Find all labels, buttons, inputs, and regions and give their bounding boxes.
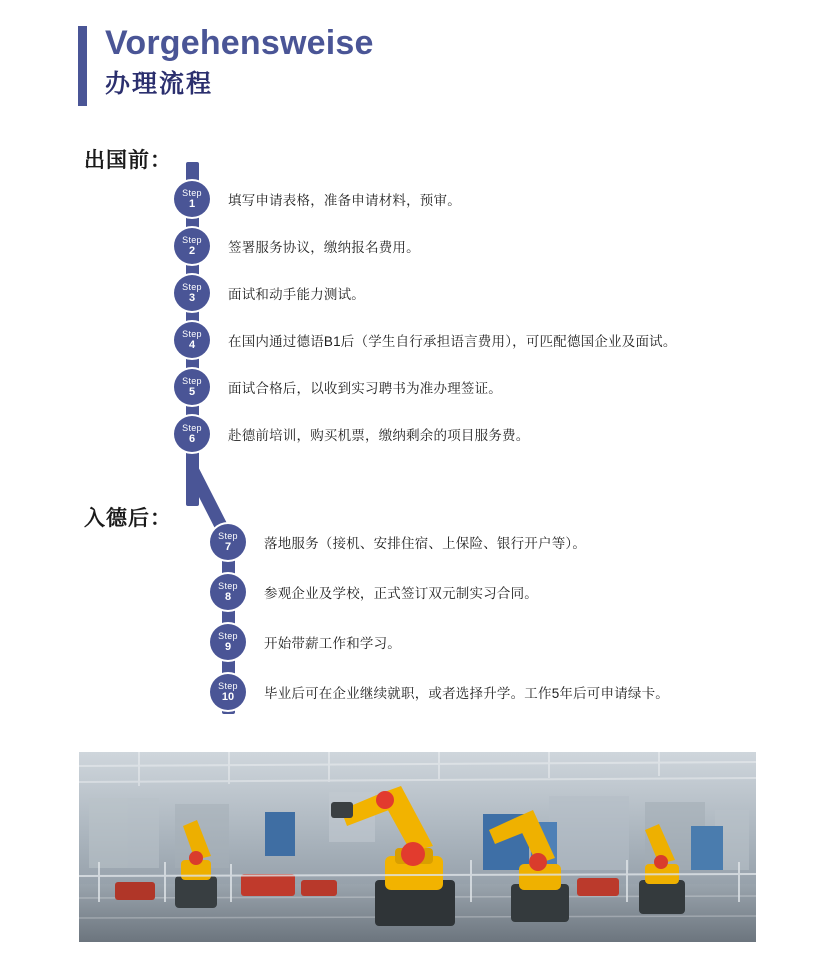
step-description: 签署服务协议，缴纳报名费用。 [228,240,420,255]
timeline-step [174,275,365,311]
step-description: 面试和动手能力测试。 [228,287,365,302]
step-badge-number: 2 [188,244,196,257]
step-description: 面试合格后，以收到实习聘书为准办理签证。 [228,381,502,396]
step-badge-label: Step [182,187,202,198]
header-accent-bar [78,26,87,106]
step-description: 开始带薪工作和学习。 [264,636,401,651]
step-badge [210,674,246,710]
step-badge [210,524,246,560]
step-badge-number: 7 [224,540,232,553]
timeline-step [210,574,538,610]
step-description: 落地服务（接机、安排住宿、上保险、银行开户等）。 [264,536,587,551]
step-description: 毕业后可在企业继续就职，或者选择升学。工作5年后可申请绿卡。 [264,686,670,701]
step-badge [174,322,210,358]
step-badge-label: Step [218,530,238,541]
factory-photo [79,752,756,942]
section-heading-after-arrival: 入德后： [84,507,172,530]
step-badge-number: 3 [188,291,196,304]
step-badge-label: Step [182,234,202,245]
step-badge-label: Step [182,422,202,433]
timeline-step [210,524,586,560]
timeline-step [210,624,401,660]
timeline-step [174,369,502,405]
step-description: 参观企业及学校，正式签订双元制实习合同。 [264,586,538,601]
timeline-step [174,181,461,217]
step-badge-label: Step [218,580,238,591]
step-badge-number: 10 [221,690,235,703]
timeline-step [174,416,529,452]
step-badge-label: Step [182,281,202,292]
step-description: 赴德前培训，购买机票，缴纳剩余的项目服务费。 [228,428,530,443]
step-badge [174,416,210,452]
step-badge-label: Step [218,680,238,691]
timeline-step [210,674,669,710]
step-badge-label: Step [182,328,202,339]
step-badge-number: 5 [188,385,196,398]
step-badge [174,369,210,405]
factory-photo-illustration [79,752,756,942]
step-badge-label: Step [218,630,238,641]
step-badge [174,275,210,311]
step-badge-number: 1 [188,197,196,210]
step-badge [174,228,210,264]
step-badge-label: Step [182,375,202,386]
step-description: 在国内通过德语B1后（学生自行承担语言费用），可匹配德国企业及面试。 [228,334,677,349]
timeline-step [174,228,420,264]
step-badge [210,574,246,610]
timeline-step [174,322,677,358]
step-badge-number: 9 [224,640,232,653]
page-title-chinese: 办理流程 [105,69,214,98]
step-badge [174,181,210,217]
step-badge-number: 6 [188,432,196,445]
section-heading-before-departure: 出国前： [84,149,172,172]
step-badge-number: 4 [188,338,196,351]
step-badge [210,624,246,660]
step-badge-number: 8 [224,590,232,603]
step-description: 填写申请表格，准备申请材料，预审。 [228,193,461,208]
page-header [78,26,374,106]
page-title-german: Vorgehensweise [105,24,374,62]
header-text-group [105,26,374,98]
